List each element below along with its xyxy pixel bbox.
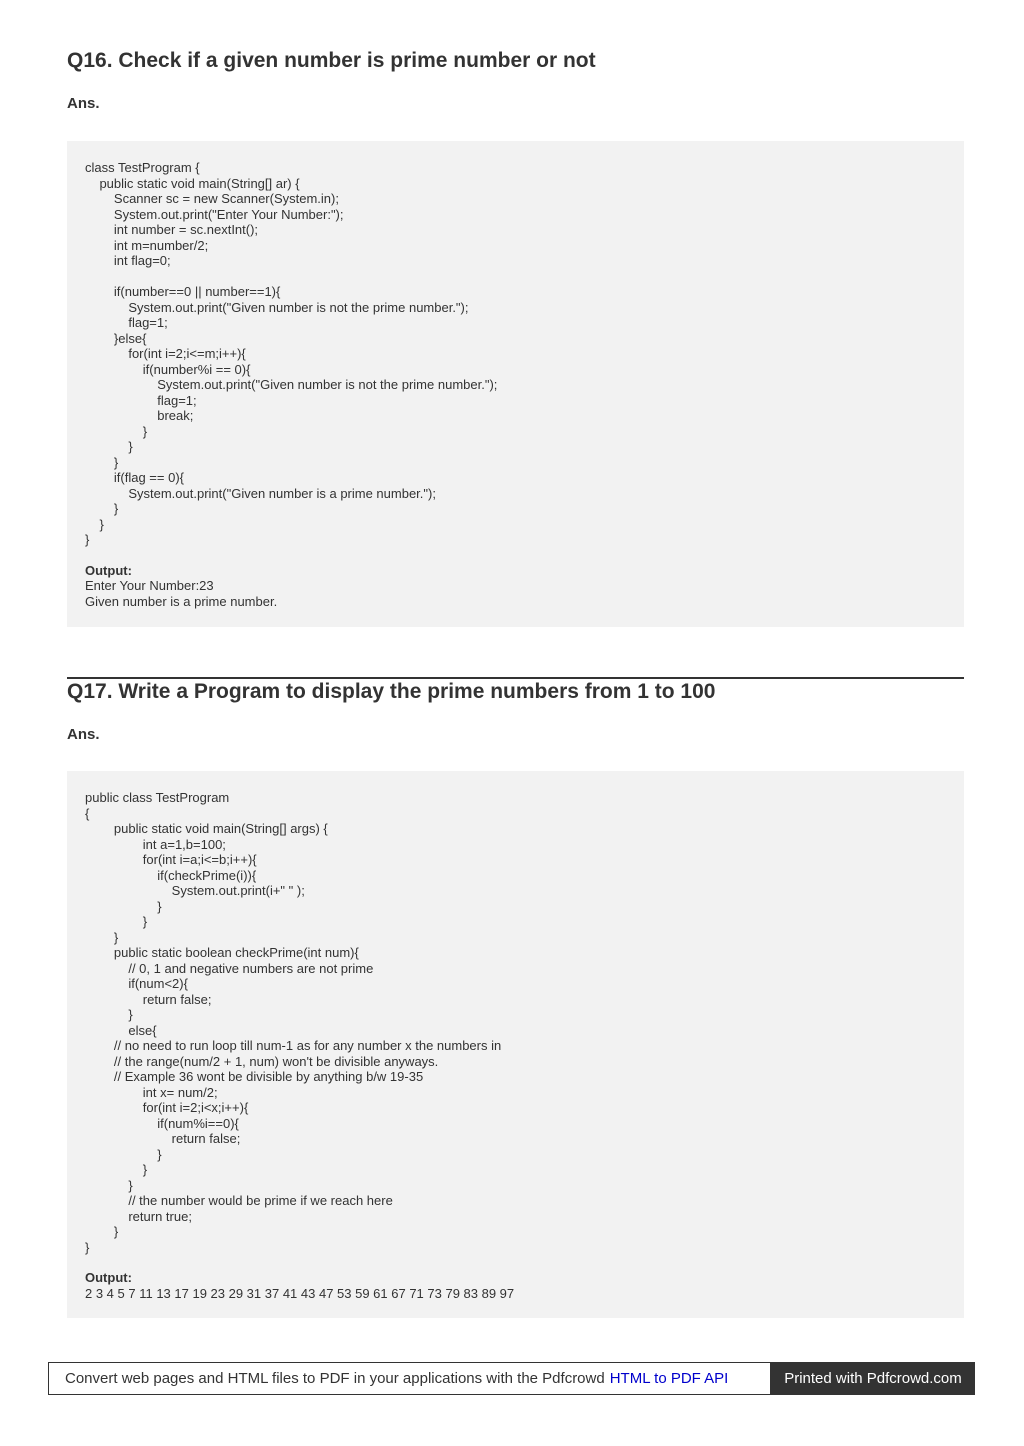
q17-output-label: Output: — [85, 1270, 132, 1285]
q16-ans-label: Ans. — [67, 95, 100, 112]
footer-promo — [48, 1362, 771, 1395]
q17-code: public class TestProgram { public static void main(String[] args) { int a=1,b=100; for(int i=a;i<=b;i++){ if(checkPrime(i)){ System.out.print(i+" " ); } } } public static boolean checkPrime(int num){ // 0, 1 and negative numbers are not prime if(num<2){ return false; } else{ // no need to run loop till num-1 as for any number x the numbers in // the range(num/2 + 1, num) won't be divisible anyways. // Example 36 wont be divisible by anything b/w 19-35 int x= num/2; for(int i=2;i<x;i++){ if(num%i==0){ return false; } } } // the number would be prime if we reach here return true; } } — [85, 790, 502, 1255]
q17-output-line: 2 3 4 5 7 11 13 17 19 23 29 31 37 41 43 47 53 59 61 67 71 73 79 83 89 97 — [85, 1285, 515, 1301]
footer-text: Convert web pages and HTML files to PDF in your applications with the Pdfcrowd — [65, 1370, 605, 1387]
printed-with-badge[interactable]: Printed with Pdfcrowd.com — [771, 1362, 975, 1395]
q16-output-label: Output: — [85, 562, 132, 578]
q17-code-block — [67, 771, 964, 1318]
q17-ans-label: Ans. — [67, 726, 100, 743]
pdfcrowd-footer — [48, 1362, 975, 1395]
html-to-pdf-api-link[interactable]: HTML to PDF API — [609, 1370, 729, 1387]
q16-title: Q16. Check if a given number is prime number or not — [67, 49, 596, 72]
q17-title: Q17. Write a Program to display the prime numbers from 1 to 100 — [67, 680, 716, 703]
q16-output-line: Given number is a prime number. — [85, 593, 278, 609]
q16-code-block — [67, 141, 964, 627]
q16-output-line: Enter Your Number:23 — [85, 578, 214, 593]
q16-code: class TestProgram { public static void main(String[] ar) { Scanner sc = new Scanner(System.in); System.out.print("Enter Your Number:"); int number = sc.nextInt(); int m=number/2; int flag=0; if(number==0 || number==1){ System.out.print("Given number is not the prime number."); flag=1; }else{ for(int i=2;i<=m;i++){ if(number%i == 0){ System.out.print("Given number is not the prime number."); flag=1; break; } } } if(flag == 0){ System.out.print("Given number is a prime number."); } } } — [85, 160, 498, 547]
